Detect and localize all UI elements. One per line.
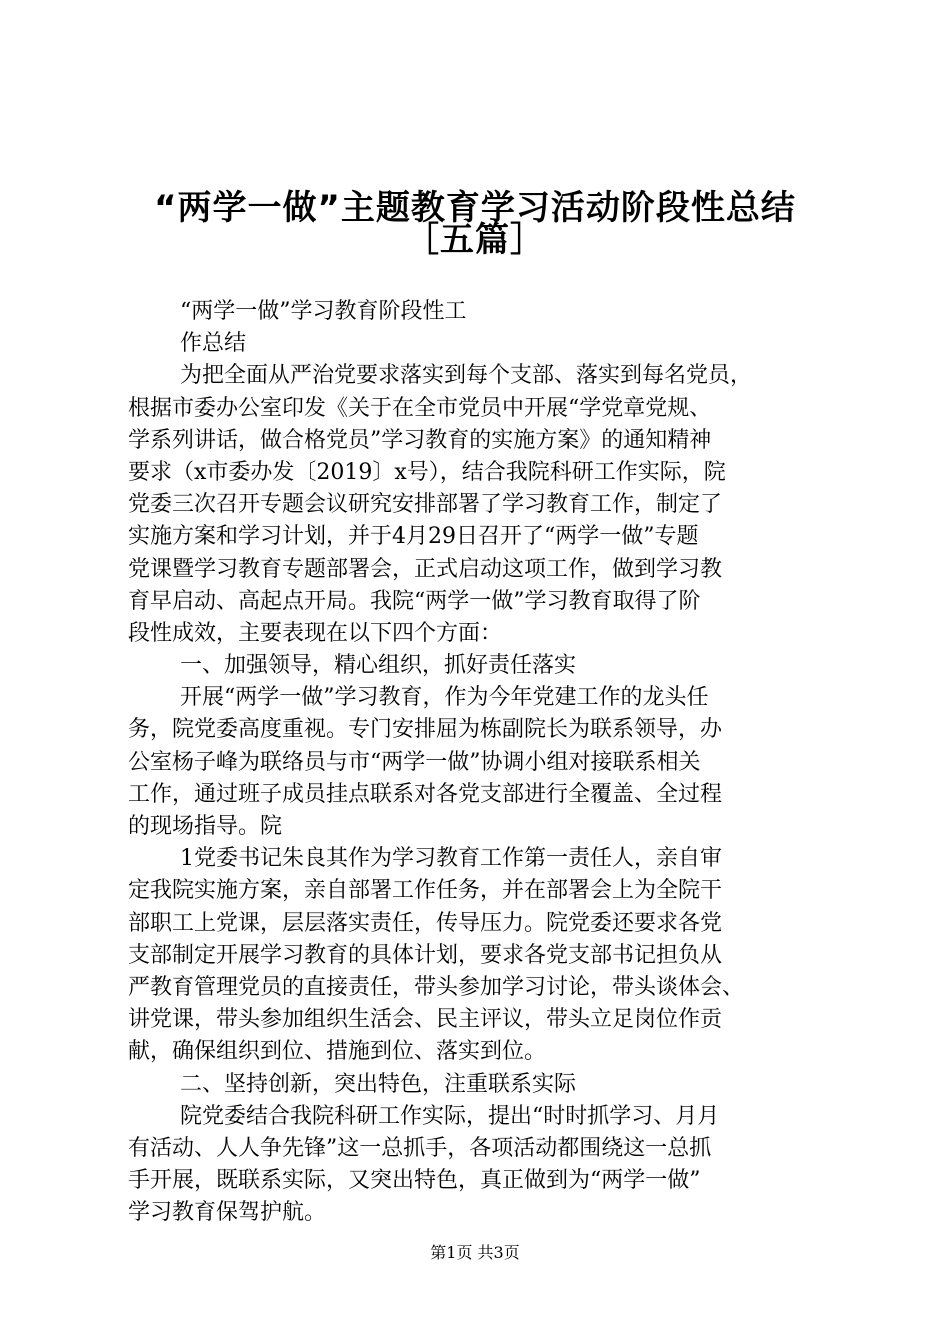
body-line: 严教育管理党员的直接责任，带头参加学习讨论，带头谈体会、 [128,974,745,1000]
body-line: “两学一做”学习教育阶段性工 [180,299,467,324]
body-line: 院党委结合我院科研工作实际，提出“时时抓学习、月月 [180,1103,720,1129]
body-line: 1党委书记朱良其作为学习教育工作第一责任人，亲自审 [180,846,722,872]
body-line: 作总结 [180,331,247,357]
body-line: 学习教育保驾护航。 [128,1200,327,1226]
body-line: 支部制定开展学习教育的具体计划，要求各党支部书记担负从 [128,942,723,968]
body-line: 献，确保组织到位、措施到位、落实到位。 [128,1039,547,1065]
document-title-line-1: “两学一做”主题教育学习活动阶段性总结 [154,188,796,228]
body-line: 学系列讲话，做合格党员”学习教育的实施方案》的通知精神 [128,427,712,453]
body-line: 定我院实施方案，亲自部署工作任务，并在部署会上为全院干 [128,878,723,904]
body-line: 党课暨学习教育专题部署会，正式启动这项工作，做到学习教 [128,556,723,582]
body-line: 开展“两学一做”学习教育，作为今年党建工作的龙头任 [180,685,709,711]
body-line: 手开展，既联系实际，又突出特色，真正做到为“两学一做” [128,1168,701,1194]
body-line: 育早启动、高起点开局。我院“两学一做”学习教育取得了阶 [128,588,701,614]
body-line: 二、坚持创新，突出特色，注重联系实际 [180,1071,577,1097]
body-line: 的现场指导。院 [128,814,283,839]
body-line: 务，院党委高度重视。专门安排屈为栋副院长为联系领导，办 [128,717,723,743]
body-line: 有活动、人人争先锋”这一总抓手，各项活动都围绕这一总抓 [128,1135,712,1161]
body-line: 根据市委办公室印发《关于在全市党员中开展“学党章党规、 [128,395,712,421]
page-footer: 第1页 共3页 [430,1243,520,1262]
body-line: 公室杨子峰为联络员与市“两学一做”协调小组对接联系相关 [128,749,701,775]
body-line: 为把全面从严治党要求落实到每个支部、落实到每名党员， [180,363,753,389]
body-line: 部职工上党课，层层落实责任，传导压力。院党委还要求各党 [128,910,723,936]
body-line: 实施方案和学习计划，并于4月29日召开了“两学一做”专题 [128,524,699,550]
body-line: 一、加强领导，精心组织，抓好责任落实 [180,653,577,679]
body-line: 要求（x市委办发〔2019〕x号），结合我院科研工作实际，院 [128,459,726,485]
body-line: 党委三次召开专题会议研究安排部署了学习教育工作，制定了 [128,492,723,518]
body-line: 段性成效，主要表现在以下四个方面： [128,620,503,646]
body-line: 工作，通过班子成员挂点联系对各党支部进行全覆盖、全过程 [128,781,723,807]
document-title-line-2: ［五篇］ [405,220,545,260]
body-line: 讲党课，带头参加组织生活会、民主评议，带头立足岗位作贡 [128,1007,723,1033]
document-body [128,296,836,1229]
